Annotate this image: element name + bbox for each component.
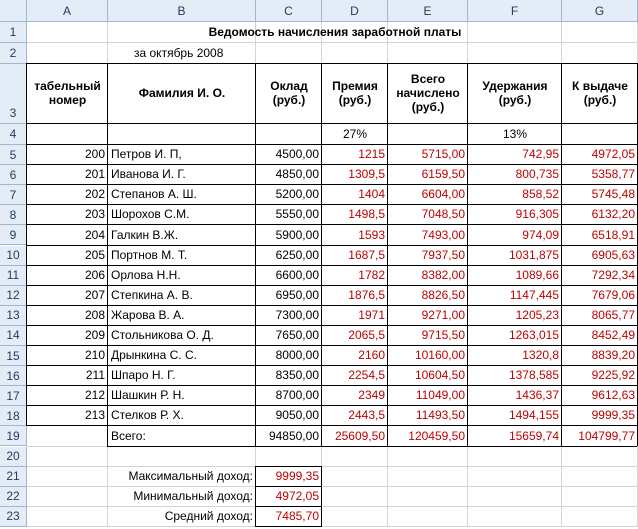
cell-salary[interactable]: 8700,00	[275, 388, 319, 403]
row-header-14[interactable]: 14	[0, 326, 27, 346]
deduct-rate[interactable]: 13%	[502, 126, 528, 141]
cell-bonus[interactable]: 2065,5	[348, 328, 385, 343]
table-horizontal-border	[26, 305, 637, 306]
stats-vertical-border	[321, 466, 322, 527]
row-header-16[interactable]: 16	[0, 366, 27, 386]
row-header-12[interactable]: 12	[0, 286, 27, 306]
header-salary[interactable]: Оклад (руб.)	[270, 79, 308, 107]
stat-label[interactable]: Минимальный доход:	[133, 488, 253, 503]
totals-bottom-border	[107, 446, 637, 447]
row-header-11[interactable]: 11	[0, 266, 27, 286]
cell-tab[interactable]: 207	[84, 287, 105, 302]
cell-bonus[interactable]: 1782	[358, 267, 385, 282]
column-header-e[interactable]: E	[388, 0, 468, 22]
totals-vertical-border	[467, 425, 468, 446]
cell-deduct[interactable]: 858,52	[522, 187, 559, 202]
totals-payout[interactable]: 104799,77	[578, 428, 635, 443]
table-horizontal-border	[26, 385, 637, 386]
row-header-21[interactable]: 21	[0, 467, 27, 487]
cell-tab[interactable]: 208	[84, 307, 105, 322]
stats-horizontal-border	[255, 486, 322, 487]
cell-total[interactable]: 5715,00	[421, 147, 465, 162]
header-tab[interactable]: табельный номер	[34, 79, 101, 107]
cell-deduct[interactable]: 1089,66	[515, 267, 559, 282]
totals-vertical-border	[107, 425, 108, 446]
column-header-b[interactable]: B	[108, 0, 256, 22]
cell-name[interactable]: Орлова Н.Н.	[111, 267, 181, 282]
cell-deduct[interactable]: 1263,015	[508, 328, 559, 343]
totals-vertical-border	[321, 425, 322, 446]
cell-payout[interactable]: 8065,77	[591, 307, 635, 322]
header-total[interactable]: Всего начислено (руб.)	[396, 72, 460, 114]
stat-label[interactable]: Максимальный доход:	[128, 468, 253, 483]
cell-name[interactable]: Жарова В. А.	[111, 307, 185, 322]
cell-salary[interactable]: 9050,00	[275, 408, 319, 423]
cell-payout[interactable]: 6132,20	[591, 207, 635, 222]
column-header-d[interactable]: D	[322, 0, 388, 22]
row-header-23[interactable]: 23	[0, 507, 27, 527]
cell-tab[interactable]: 201	[84, 167, 105, 182]
cell-tab[interactable]: 209	[84, 328, 105, 343]
cell-bonus[interactable]: 2443,5	[348, 408, 385, 423]
cell-deduct[interactable]: 1494,155	[508, 408, 559, 423]
row-header-17[interactable]: 17	[0, 386, 27, 406]
cell-name[interactable]: Иванова И. Г.	[111, 167, 186, 182]
table-horizontal-border	[26, 405, 637, 406]
table-horizontal-border	[26, 63, 637, 64]
cell-total[interactable]: 10604,50	[414, 368, 465, 383]
row-header-4[interactable]: 4	[0, 124, 27, 145]
column-header-a[interactable]: A	[27, 0, 108, 22]
cell-salary[interactable]: 7650,00	[275, 328, 319, 343]
stat-value[interactable]: 7485,70	[275, 508, 319, 523]
cell-tab[interactable]: 204	[84, 227, 105, 242]
totals-vertical-border	[561, 425, 562, 446]
table-horizontal-border	[26, 204, 637, 205]
cell-payout[interactable]: 9612,63	[591, 388, 635, 403]
stats-horizontal-border	[255, 506, 322, 507]
cell-bonus[interactable]: 1593	[358, 227, 385, 242]
table-horizontal-border	[26, 265, 637, 266]
cell-name[interactable]: Степанов А. Ш.	[111, 187, 197, 202]
cell-payout[interactable]: 5745,48	[591, 187, 635, 202]
header-deduct[interactable]: Удержания (руб.)	[482, 79, 548, 107]
cell-salary[interactable]: 4850,00	[275, 167, 319, 182]
cell-salary[interactable]: 7300,00	[275, 307, 319, 322]
cell-deduct[interactable]: 1436,37	[515, 388, 559, 403]
cell-payout[interactable]: 8839,20	[591, 348, 635, 363]
row-header-8[interactable]: 8	[0, 205, 27, 225]
cell-tab[interactable]: 202	[84, 187, 105, 202]
table-horizontal-border	[26, 365, 637, 366]
table-horizontal-border	[26, 425, 637, 426]
cell-total[interactable]: 6604,00	[421, 187, 465, 202]
cell-deduct[interactable]: 1147,445	[509, 287, 559, 302]
table-horizontal-border	[26, 224, 637, 225]
table-horizontal-border	[26, 325, 637, 326]
row-header-9[interactable]: 9	[0, 225, 27, 245]
cell-bonus[interactable]: 1215	[358, 147, 385, 162]
cell-salary[interactable]: 8000,00	[275, 348, 319, 363]
cell-deduct[interactable]: 1205,23	[515, 307, 559, 322]
cell-salary[interactable]: 5200,00	[275, 187, 319, 202]
cell-payout[interactable]: 5358,77	[591, 167, 635, 182]
bonus-rate[interactable]: 27%	[342, 126, 368, 141]
cell-tab[interactable]: 200	[84, 147, 105, 162]
totals-total[interactable]: 120459,50	[408, 428, 465, 443]
cell-payout[interactable]: 9999,35	[591, 408, 635, 423]
cell-name[interactable]: Шпаро Н. Г.	[111, 368, 176, 383]
cell-bonus[interactable]: 1309,5	[348, 167, 385, 182]
row-header-5[interactable]: 5	[0, 145, 27, 165]
cell-total[interactable]: 11493,50	[415, 408, 465, 423]
cell-deduct[interactable]: 1320,8	[522, 348, 559, 363]
cell-total[interactable]: 6159,50	[421, 167, 465, 182]
table-horizontal-border	[26, 123, 637, 124]
cell-total[interactable]: 11049,00	[415, 388, 465, 403]
cell-name[interactable]: Петров И. П,	[111, 147, 182, 162]
cell-deduct[interactable]: 974,09	[522, 227, 559, 242]
cell-tab[interactable]: 205	[84, 247, 105, 262]
table-horizontal-border	[26, 345, 637, 346]
cell-name[interactable]: Портнов М. Т.	[111, 247, 188, 262]
cell-name[interactable]: Шорохов С.М.	[111, 207, 190, 222]
totals-bonus[interactable]: 25609,50	[334, 428, 385, 443]
header-bonus[interactable]: Премия (руб.)	[332, 79, 378, 107]
column-header-c[interactable]: C	[256, 0, 322, 22]
cell-tab[interactable]: 203	[84, 207, 105, 222]
select-all-corner[interactable]	[0, 0, 27, 22]
row-header-13[interactable]: 13	[0, 306, 27, 326]
row-header-18[interactable]: 18	[0, 406, 27, 426]
cell-total[interactable]: 10160,00	[414, 348, 465, 363]
stats-horizontal-border	[255, 466, 322, 467]
cell-total[interactable]: 7937,50	[421, 247, 465, 262]
cell-tab[interactable]: 211	[85, 368, 105, 383]
cell-name[interactable]: Стольникова О. Д.	[111, 328, 214, 343]
cell-bonus[interactable]: 1971	[358, 307, 385, 322]
cell-name[interactable]: Стелков Р. Х.	[111, 408, 184, 423]
cell-payout[interactable]: 6518,91	[591, 227, 635, 242]
header-payout[interactable]: К выдаче (руб.)	[572, 79, 628, 107]
cell-name[interactable]: Степкина А. В.	[111, 287, 193, 302]
stat-label[interactable]: Средний доход:	[164, 508, 253, 523]
header-name[interactable]: Фамилия И. О.	[138, 86, 226, 101]
row-header-20[interactable]: 20	[0, 447, 27, 467]
totals-vertical-border	[255, 425, 256, 446]
cell-payout[interactable]: 7679,06	[591, 287, 635, 302]
row-header-15[interactable]: 15	[0, 346, 27, 366]
cell-salary[interactable]: 4500,00	[275, 147, 319, 162]
totals-salary[interactable]: 94850,00	[268, 428, 319, 443]
cell-total[interactable]: 8382,00	[421, 267, 465, 282]
cell-salary[interactable]: 6250,00	[275, 247, 319, 262]
totals-deduct[interactable]: 15659,74	[508, 428, 559, 443]
table-horizontal-border	[26, 184, 637, 185]
sheet-subtitle[interactable]: за октябрь 2008	[134, 45, 224, 60]
cell-payout[interactable]: 7292,34	[591, 267, 635, 282]
cell-payout[interactable]: 8452,49	[591, 328, 635, 343]
cell-salary[interactable]: 5900,00	[275, 227, 319, 242]
cell-tab[interactable]: 210	[84, 348, 105, 363]
row-header-6[interactable]: 6	[0, 165, 27, 185]
cell-name[interactable]: Шашкин Р. Н.	[111, 388, 185, 403]
cell-bonus[interactable]: 1498,5	[348, 207, 385, 222]
cell-name[interactable]: Дрынкина С. С.	[111, 348, 197, 363]
cell-total[interactable]: 7048,50	[421, 207, 465, 222]
cell-total[interactable]: 8826,50	[421, 287, 465, 302]
cell-bonus[interactable]: 1687,5	[348, 247, 385, 262]
cell-tab[interactable]: 212	[84, 388, 105, 403]
row-header-10[interactable]: 10	[0, 246, 27, 266]
stat-value[interactable]: 4972,05	[275, 488, 319, 503]
cell-salary[interactable]: 6950,00	[275, 287, 319, 302]
stats-vertical-border	[255, 466, 256, 527]
cell-salary[interactable]: 8350,00	[275, 368, 319, 383]
table-horizontal-border	[26, 164, 637, 165]
row-header-7[interactable]: 7	[0, 185, 27, 205]
totals-vertical-border	[387, 425, 388, 446]
cell-bonus[interactable]: 2160	[358, 348, 385, 363]
table-horizontal-border	[26, 245, 637, 246]
cell-deduct[interactable]: 742,95	[522, 147, 559, 162]
table-horizontal-border	[26, 285, 637, 286]
cell-tab[interactable]: 213	[84, 408, 105, 423]
row-header-19[interactable]: 19	[0, 426, 27, 446]
cell-tab[interactable]: 206	[84, 267, 105, 282]
cell-total[interactable]: 9715,50	[421, 328, 465, 343]
cell-salary[interactable]: 6600,00	[275, 267, 319, 282]
cell-payout[interactable]: 6905,63	[591, 247, 635, 262]
cell-payout[interactable]: 4972,05	[591, 147, 635, 162]
row-header-3[interactable]: 3	[0, 64, 27, 124]
cell-salary[interactable]: 5550,00	[275, 207, 319, 222]
row-header-22[interactable]: 22	[0, 487, 27, 507]
stats-horizontal-border	[255, 526, 322, 527]
cell-deduct[interactable]: 800,735	[515, 167, 559, 182]
cell-bonus[interactable]: 2254,5	[348, 368, 385, 383]
column-header-g[interactable]: G	[562, 0, 638, 22]
sheet-title[interactable]: Ведомость начисления заработной платы	[208, 24, 462, 39]
cell-deduct[interactable]: 1031,875	[508, 247, 559, 262]
cell-total[interactable]: 7493,00	[421, 227, 465, 242]
cell-bonus[interactable]: 1876,5	[348, 287, 385, 302]
row-header-1[interactable]: 1	[0, 22, 27, 43]
table-horizontal-border	[26, 144, 637, 145]
stat-value[interactable]: 9999,35	[275, 468, 319, 483]
cell-bonus[interactable]: 2349	[358, 388, 385, 403]
cell-deduct[interactable]: 1378,585	[508, 368, 559, 383]
column-header-f[interactable]: F	[468, 0, 562, 22]
totals-label[interactable]: Всего:	[111, 428, 146, 443]
cell-total[interactable]: 9271,00	[421, 307, 465, 322]
row-header-2[interactable]: 2	[0, 43, 27, 64]
cell-name[interactable]: Галкин В.Ж.	[111, 227, 179, 242]
cell-deduct[interactable]: 916,305	[515, 207, 559, 222]
cell-payout[interactable]: 9225,92	[591, 368, 635, 383]
cell-bonus[interactable]: 1404	[358, 187, 385, 202]
